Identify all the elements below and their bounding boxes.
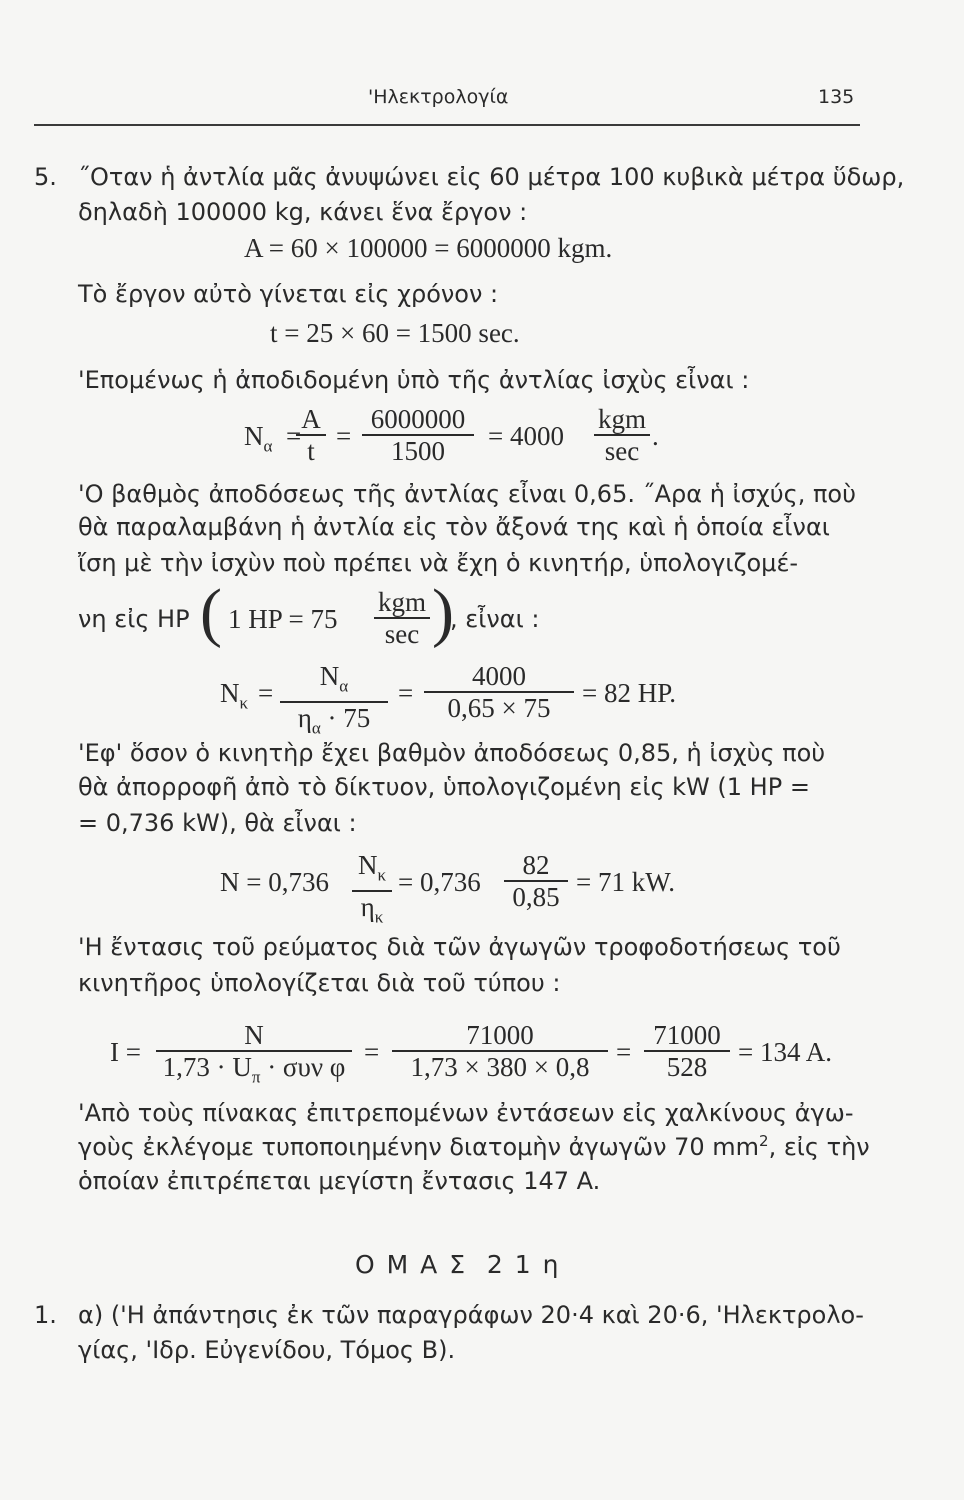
numerator: kgm	[377, 587, 426, 617]
numerator: A	[301, 404, 321, 434]
fraction-kgm-per-sec	[374, 587, 430, 649]
lhs: N = 0,736	[220, 867, 329, 897]
fraction-work-over-time	[362, 404, 474, 466]
numerator: 71000	[466, 1020, 534, 1050]
text-line: ἴση μὲ τὴν ἰσχὺν ποὺ πρέπει νὰ ἔχη ὁ κινητήρ, ὑπολογιζομέ-	[78, 549, 799, 577]
running-header-title: 'Ηλεκτρολογία	[368, 86, 509, 108]
text-line: 'Επομένως ἡ ἀποδιδομένη ὑπὸ τῆς ἀντλίας ἰσχὺς εἶναι :	[78, 366, 750, 394]
fraction-A-over-t	[296, 404, 326, 466]
symbol-N: N	[244, 421, 264, 451]
text-line: θὰ παραλαμβάνη ἡ ἀντλία εἰς τὸν ἄξονά της καὶ ἡ ὁποία εἶναι	[78, 513, 830, 541]
numerator: $N_\alpha$	[319, 661, 349, 696]
denominator: $\eta_\kappa$	[360, 892, 384, 927]
left-parenthesis: (	[200, 576, 222, 649]
text-line: ὁποίαν ἐπιτρέπεται μεγίστη ἔντασις 147 A.	[78, 1167, 601, 1195]
result-value: = 82 HP.	[582, 678, 676, 708]
numerator: 82	[522, 850, 550, 880]
fraction-result	[644, 1020, 730, 1082]
subscript-kappa: κ	[239, 693, 249, 713]
equals-sign: =	[616, 1037, 632, 1067]
numerator: $N_\kappa$	[357, 850, 387, 885]
text-line: ˝Οταν ἡ ἀντλία μᾶς ἀνυψώνει εἰς 60 μέτρα 100 κυβικὰ μέτρα ὕδωρ,	[78, 163, 905, 191]
text-line: κινητῆρος ὑπολογίζεται διὰ τοῦ τύπου :	[78, 969, 561, 997]
denominator: $1,73 \cdot U_\pi \cdot \sigma\upsilon\nu$ φ	[162, 1052, 346, 1087]
text-line: 'Εφ' ὅσον ὁ κινητὴρ ἔχει βαθμὸν ἀποδόσεως 0,85, ἡ ἰσχὺς ποὺ	[78, 739, 826, 767]
equals-sign: =	[364, 1037, 380, 1067]
text-line: α) ('Η ἀπάντησις ἐκ τῶν παραγράφων 20·4 καὶ 20·6, 'Ηλεκτρολο-	[78, 1301, 864, 1329]
problem-number: 5.	[34, 163, 57, 191]
text-line: γοὺς ἐκλέγομε τυποποιημένην διατομὴν ἀγωγῶν 70 $mm^2$, εἰς τὴν	[78, 1132, 870, 1161]
text-line: 'Απὸ τοὺς πίνακας ἐπιτρεπομένων ἐντάσεων εἰς χαλκίνους ἀγω-	[78, 1099, 854, 1127]
text-line: , εἶναι :	[450, 605, 540, 633]
fraction-Na-over-eta	[280, 661, 388, 744]
result-value: = 71 kW.	[576, 867, 675, 897]
numerator: 4000	[472, 661, 526, 691]
equals-sign: =	[336, 421, 352, 451]
equals-sign: =	[286, 421, 302, 451]
denominator: t	[307, 436, 315, 466]
subscript-alpha: α	[263, 436, 273, 456]
denominator: 0,85	[512, 882, 560, 912]
denominator: 0,65 × 75	[447, 693, 551, 723]
page-number: 135	[818, 86, 855, 108]
text-line: νη εἰς HP	[78, 605, 190, 633]
fraction-kgm-per-sec	[594, 404, 650, 466]
text-line: 'Η ἔντασις τοῦ ρεύματος διὰ τῶν ἀγωγῶν τροφοδοτήσεως τοῦ	[78, 933, 841, 961]
result-value: = 4000	[488, 421, 564, 451]
lhs: I =	[110, 1037, 141, 1067]
denominator: 528	[666, 1052, 708, 1082]
text-line: δηλαδὴ 100000 kg, κάνει ἕνα ἔργον :	[78, 198, 528, 226]
fraction-82-over-085	[504, 850, 568, 912]
denominator: 1,73 × 380 × 0,8	[410, 1052, 590, 1082]
hp-value: 1 HP = 75	[228, 604, 338, 634]
denominator: sec	[384, 619, 420, 649]
text-line: γίας, 'Ιδρ. Εὐγενίδου, Τόμος B).	[78, 1336, 456, 1364]
header-rule	[34, 124, 860, 126]
numerator: N	[244, 1020, 264, 1050]
right-parenthesis: )	[432, 576, 454, 649]
symbol-N: N	[220, 678, 240, 708]
numerator: kgm	[597, 404, 646, 434]
denominator: sec	[604, 436, 640, 466]
numerator: 6000000	[370, 404, 466, 434]
result-value: = 134 A.	[738, 1037, 832, 1067]
equals-sign: =	[398, 678, 414, 708]
text-line: 'Ο βαθμὸς ἀποδόσεως τῆς ἀντλίας εἶναι 0,65. ˝Αρα ἡ ἰσχύς, ποὺ	[78, 480, 856, 508]
text-line: Τὸ ἔργον αὐτὸ γίνεται εἰς χρόνον :	[78, 280, 499, 308]
superscript: 2	[759, 1132, 769, 1150]
equation-work: A = 60 × 100000 = 6000000 kgm.	[244, 233, 613, 263]
fraction-current-formula	[156, 1020, 352, 1092]
fraction-values	[424, 661, 574, 723]
text-line: θὰ ἀπορροφῆ ἀπὸ τὸ δίκτυον, ὑπολογιζομένη εἰς kW (1 HP =	[78, 773, 810, 801]
denominator: $\eta_\alpha \cdot 75$	[297, 703, 371, 738]
item-number: 1.	[34, 1301, 57, 1329]
section-heading: Ο Μ Α Σ 2 1 η	[355, 1250, 561, 1279]
middle-term: = 0,736	[398, 867, 481, 897]
denominator: 1500	[391, 436, 445, 466]
equation-time: t = 25 × 60 = 1500 sec.	[270, 318, 520, 348]
numerator: 71000	[653, 1020, 721, 1050]
period: .	[652, 421, 659, 451]
fraction-Nk-over-eta	[352, 850, 392, 933]
fraction-values	[392, 1020, 608, 1082]
text-line: = 0,736 kW), θὰ εἶναι :	[78, 809, 357, 837]
equals-sign: =	[258, 678, 274, 708]
